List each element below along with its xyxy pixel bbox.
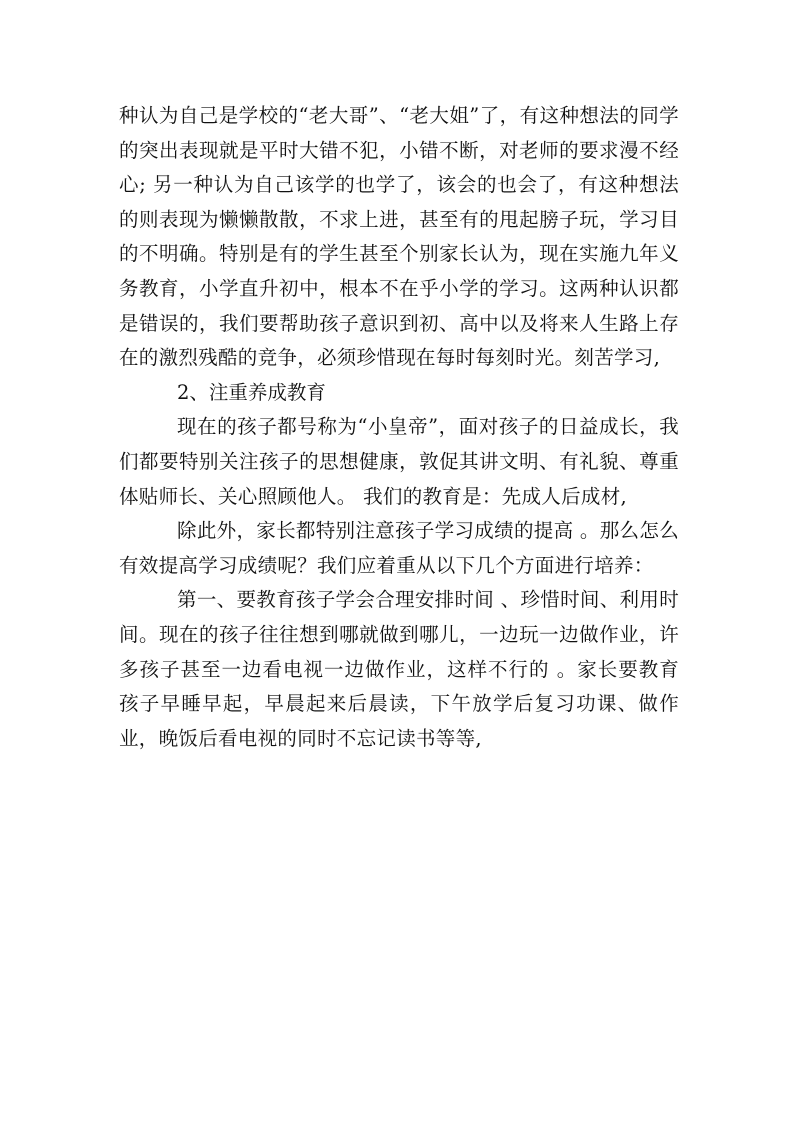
paragraph-study-results: 除此外，家长都特别注意孩子学习成绩的提高 。那么怎么有效提高学习成绩呢？我们应着重从以下几个方面进行培养：	[119, 519, 679, 577]
paragraph-habit-education: 现在的孩子都号称为“小皇帝”，面对孩子的日益成长，我们都要特别关注孩子的思想健康，敦促其讲文明、有礼貌、尊重体贴师长、关心照顾他人。 我们的教育是：先成人后成材,	[119, 415, 679, 508]
section-heading-habits: 2、注重养成教育	[177, 380, 326, 404]
document-body	[119, 99, 679, 756]
paragraph-time-management: 第一、要教育孩子学会合理安排时间 、珍惜时间、利用时间。现在的孩子往往想到哪就做到哪儿，一边玩一边做作业，许多孩子甚至一边看电视一边做作业，这样不行的 。家长要教育孩子早睡早起，早晨起来后晨读，下午放学后复习功课、做作业，晚饭后看电视的同时不忘记读书等等,	[119, 588, 679, 750]
paragraph-continuation: 种认为自己是学校的“老大哥”、“老大姐”了，有这种想法的同学的突出表现就是平时大错不犯，小错不断，对老师的要求漫不经心; 另一种认为自己该学的也学了，该会的也会了，有这种想法的则表现为懒懒散散，不求上进，甚至有的甩起膀子玩，学习目的不明确。特别是有的学生甚至个别家长认为，现在实施九年义务教育，小学直升初中，根本不在乎小学的学习。这两种认识都是错误的，我们要帮助孩子意识到初、高中以及将来人生路上存在的激烈残酷的竞争，必须珍惜现在每时每刻时光。刻苦学习,	[119, 104, 679, 370]
